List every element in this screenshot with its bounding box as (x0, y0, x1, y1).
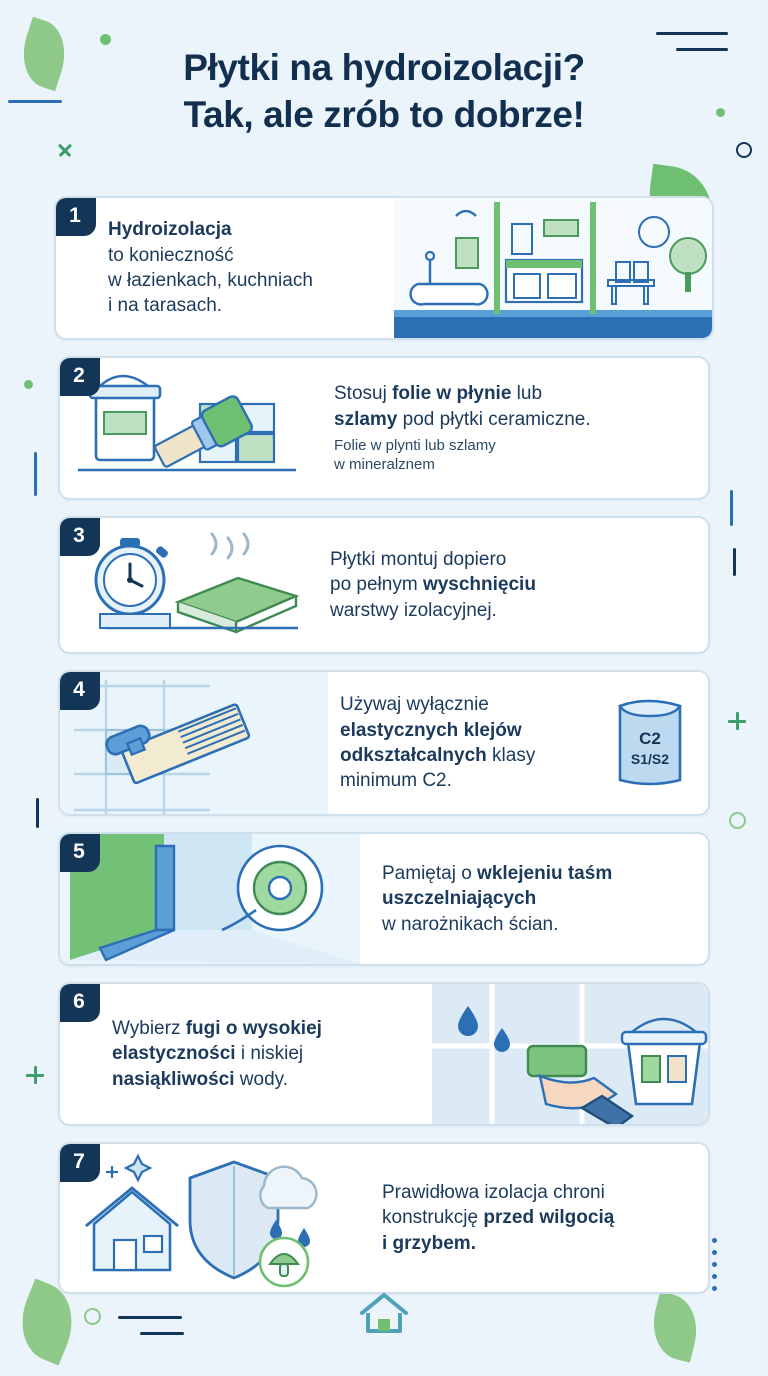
step-6-tail-2: i niskiej (235, 1043, 304, 1065)
step-4-strong-2: odkształcalnych (340, 745, 487, 766)
step-3-lead: po pełnym (330, 574, 423, 596)
step-4-tail-2: klasy (486, 745, 536, 766)
step-7-line-1: Prawidłowa izolacja chroni (382, 1182, 605, 1204)
step-3-line-1: Płytki montuj dopiero (330, 549, 507, 571)
step-6-tail-3: wody. (234, 1068, 289, 1090)
house-shield-mold-icon (60, 1144, 360, 1292)
step-5-strong-2: uszczelniających (382, 888, 537, 910)
step-number-badge: 6 (58, 982, 100, 1022)
step-2-subtext-2: w mineralznem (334, 456, 435, 474)
line-decoration (656, 32, 728, 35)
sealing-tape-corner-icon (60, 834, 360, 964)
step-2-strong-1: folie w płynie (392, 383, 512, 405)
ring-decoration (84, 1308, 101, 1325)
step-5-line-3: w narożnikach ścian. (382, 913, 559, 935)
step-1-line-2: to konieczność (108, 244, 234, 266)
step-2-strong-2: szlamy (334, 408, 398, 430)
step-text-6 (60, 984, 432, 1124)
step-7-strong-1: przed wilgocią (483, 1207, 615, 1229)
step-card-1[interactable] (54, 196, 714, 340)
step-number-badge: 4 (58, 670, 100, 710)
step-text-2 (312, 358, 708, 498)
sparkle-decoration (54, 139, 77, 162)
step-text-4 (328, 672, 598, 814)
line-decoration (140, 1332, 184, 1335)
step-card-6[interactable] (58, 982, 710, 1126)
step-6-strong-1: fugi o wysokiej (185, 1018, 322, 1040)
step-6-lead: Wybierz (112, 1018, 186, 1040)
step-2-tail-1: lub (511, 383, 543, 405)
house-rooms-icon (394, 198, 712, 338)
adhesive-bag-icon (598, 672, 708, 814)
step-number-badge: 5 (58, 832, 100, 872)
step-number-badge: 1 (54, 196, 96, 236)
line-decoration (118, 1316, 182, 1319)
ring-decoration (736, 142, 752, 158)
bag-label-top: C2 (639, 729, 661, 748)
step-text-3 (308, 518, 708, 652)
step-7-strong-2: i grzybem. (382, 1232, 476, 1254)
grout-sponge-bucket-icon (432, 984, 708, 1124)
step-5-lead: Pamiętaj o (382, 863, 478, 885)
step-5-strong-1: wklejeniu taśm (477, 863, 613, 885)
step-number-badge: 3 (58, 516, 100, 556)
step-4-strong-1: elastycznych klejów (340, 719, 522, 741)
step-6-strong-3: nasiąkliwości (112, 1068, 235, 1090)
step-1-line-1: Hydroizolacja (108, 219, 232, 241)
step-text-1 (56, 198, 394, 338)
step-card-7[interactable] (58, 1142, 710, 1294)
step-number-badge: 7 (58, 1142, 100, 1182)
title-line-1: Płytki na hydroizolacji? (183, 47, 585, 88)
step-card-5[interactable] (58, 832, 710, 966)
step-card-4[interactable] (58, 670, 710, 816)
step-card-3[interactable] (58, 516, 710, 654)
step-7-lead: konstrukcję (382, 1207, 484, 1229)
trowel-tiles-icon (60, 672, 328, 814)
house-logo-icon (358, 1289, 410, 1340)
bag-label-bottom: S1/S2 (630, 751, 670, 767)
step-number-badge: 2 (58, 356, 100, 396)
step-2-lead: Stosuj (334, 383, 393, 405)
page-title (0, 44, 768, 139)
step-card-2[interactable] (58, 356, 710, 500)
step-2-subtext-1: Folie w plynti lub szlamy (334, 436, 496, 454)
step-3-line-3: warstwy izolacyjnej. (330, 599, 497, 621)
title-line-2: Tak, ale zrób to dobrze! (183, 94, 585, 136)
step-1-line-4: i na tarasach. (108, 295, 223, 317)
step-text-7 (360, 1144, 708, 1292)
step-2-tail-2: pod płytki ceramiczne. (397, 408, 591, 430)
step-3-strong: wyschnięciu (422, 574, 536, 596)
steps-list (0, 196, 768, 1310)
step-4-line-1: Używaj wyłącznie (340, 694, 489, 716)
step-4-line-4: minimum C2. (340, 770, 452, 792)
step-1-line-3: w łazienkach, kuchniach (108, 270, 313, 291)
step-6-strong-2: elastyczności (112, 1043, 236, 1065)
step-text-5 (360, 834, 708, 964)
